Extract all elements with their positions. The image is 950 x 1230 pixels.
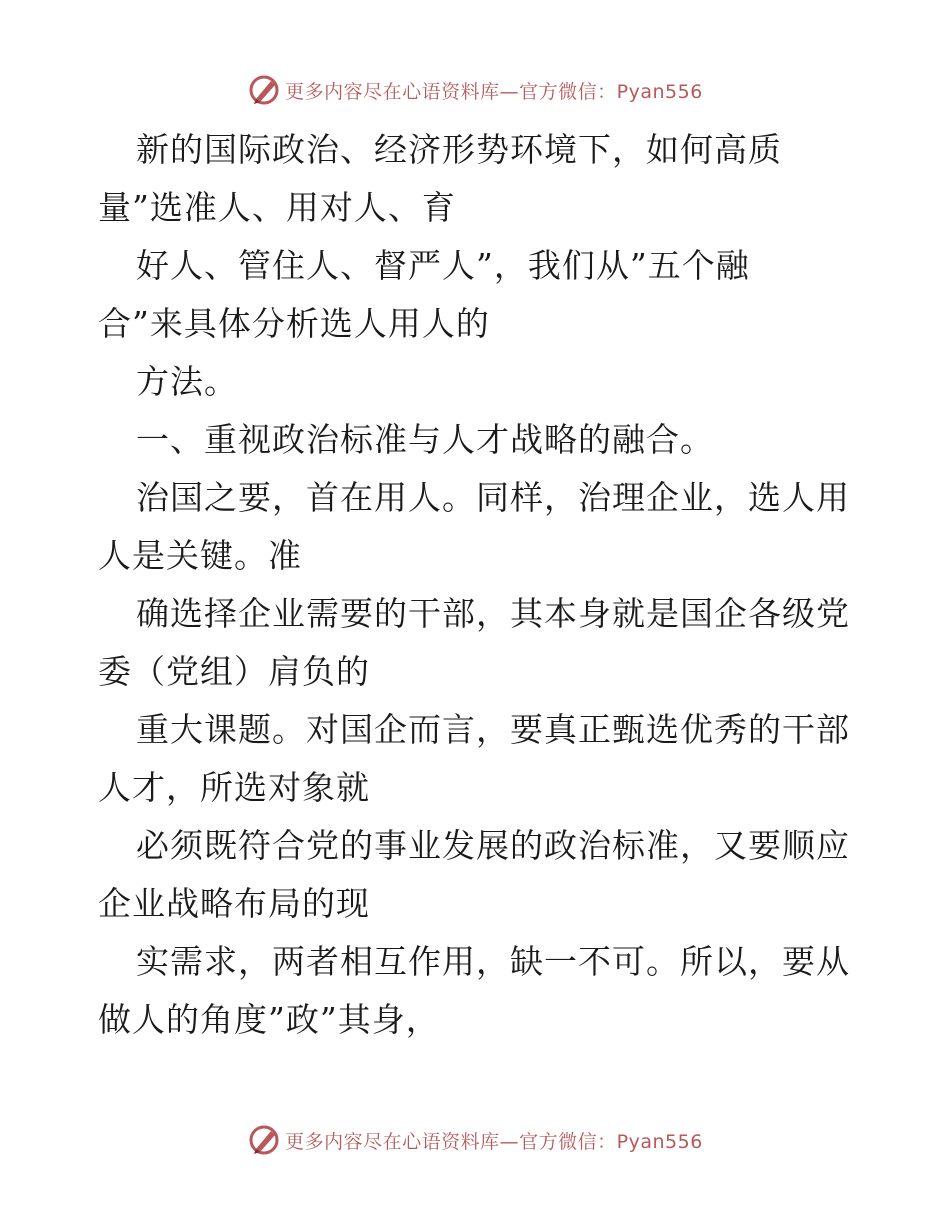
text-line: 合”来具体分析选人用人的 [98,304,490,343]
text-line: 必须既符合党的事业发展的政治标准，又要顺应 [136,826,850,865]
text-line: 治国之要，首在用人。同样，治理企业，选人用 [136,478,850,517]
watermark-text: 更多内容尽在心语资料库—官方微信：Pyan556 [285,1130,703,1153]
section-heading: 一、重视政治标准与人才战略的融合。 [136,420,714,459]
text-line: 企业战略布局的现 [98,884,370,923]
footer-watermark [0,1120,950,1160]
text-line: 做人的角度”政”其身， [98,1000,440,1039]
text-line: 人才，所选对象就 [98,768,370,807]
text-line: 重大课题。对国企而言，要真正甄选优秀的干部 [136,710,850,749]
text-line: 委（党组）肩负的 [98,652,370,691]
watermark-text: 更多内容尽在心语资料库—官方微信：Pyan556 [285,80,703,103]
text-line: 新的国际政治、经济形势环境下，如何高质 [136,130,782,169]
text-line: 好人、管住人、督严人”，我们从”五个融 [136,246,750,285]
text-line: 确选择企业需要的干部，其本身就是国企各级党 [136,594,850,633]
text-line: 人是关键。准 [98,536,302,575]
text-line: 实需求，两者相互作用，缺一不可。所以，要从 [136,942,850,981]
text-line: 方法。 [136,362,238,401]
pen-logo-icon [247,73,281,107]
text-line: 量”选准人、用对人、育 [98,188,456,227]
header-watermark [0,70,950,110]
pen-logo-icon [247,1123,281,1157]
